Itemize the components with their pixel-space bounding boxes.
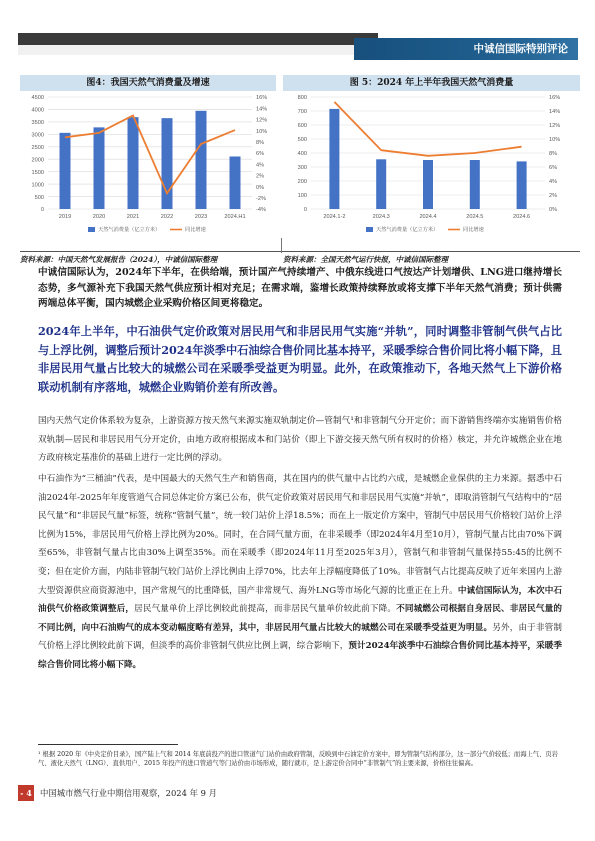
figure-left-title: 图4：我国天然气消费量及增速	[20, 75, 276, 91]
x-tick-label: 2023	[194, 214, 208, 220]
legend-swatch-bar	[366, 227, 373, 232]
figure-source-rule	[20, 251, 580, 252]
bar	[376, 159, 386, 209]
x-tick-label: 2019	[58, 214, 72, 220]
growth-line	[334, 102, 521, 156]
header-bar-shade	[18, 45, 354, 55]
figure-right	[283, 75, 580, 264]
bar	[517, 161, 527, 209]
y-right-tick-label: 2%	[256, 173, 265, 180]
footnote: ¹ 根据 2020 年《中央定价目录》，国产陆上气和 2014 年底前投产的进口管道气门站价由政府管制，反映到中石油定价方案中，即为管制气结构部分，这一部分气价较低；而海上气、页岩气、液化天然气（LNG）、直供用户、2015 年投产的进口管道气等门站价由市场形成，随行就市，是上游定价合同中“非管制气”的主要来源，价格往往偏高。	[38, 751, 558, 768]
paragraph-cnpc-policy	[38, 470, 562, 675]
report-series-title: 中诚信国际特别评论	[354, 38, 578, 60]
x-tick-label: 2021	[126, 214, 140, 220]
figure-right-title: 图 5：2024 年上半年我国天然气消费量	[283, 75, 580, 91]
y-left-tick-label: 3000	[31, 132, 44, 139]
y-right-tick-label: 4%	[256, 162, 265, 169]
cnpc-price-forecast: 预计2024年淡季中石油综合售价同比基本持平，采暖季综合售价同比将小幅下降。	[38, 641, 562, 670]
y-left-tick-label: 1500	[31, 169, 44, 176]
paragraph-pricing-system: 国内天然气定价体系较为复杂，上游资源方按天然气来源实施双轨制定价—管制气¹和非管制气分开定价；而下游销售终端亦实施销售价格双轨制—居民和非居民用气分开定价，由地方政府根据成本和门站价（即上下游交接天然气所有权时的价格）核定，并允许城燃企业在地方政府核定基准价的基础上进行一定比例的浮动。	[38, 416, 562, 464]
y-left-tick-label: 600	[297, 123, 307, 130]
header-bar	[18, 33, 378, 45]
cnpc-price-change: 居民气量单价上浮比例较此前提高，而非居民气量单价较此前下降。	[134, 604, 397, 615]
figure-divider	[281, 238, 282, 253]
chart-right	[283, 91, 580, 239]
paragraph-key-finding: 2024年上半年，中石油供气定价政策对居民用气和非居民用气实施“并轨”，同时调整非管制气供气占比与上浮比例，调整后预计2024年淡季中石油综合售价同比基本持平，采暖季综合售价同比将小幅下降，且非居民用气量占比较大的城燃公司在采暖季受益更为明显。此外，在政策推动下，各地天然气上下游价格联动机制有序落地，城燃企业购销价差有所改善。	[38, 324, 562, 394]
y-right-tick-label: 16%	[549, 95, 561, 102]
x-tick-label: 2024.5	[466, 214, 484, 220]
y-right-tick-label: 6%	[256, 151, 265, 158]
y-left-tick-label: 0	[40, 207, 44, 214]
y-right-tick-label: 12%	[549, 123, 561, 130]
y-left-tick-label: 500	[297, 137, 307, 144]
x-tick-label: 2024.H1	[224, 214, 246, 220]
y-left-tick-label: 500	[34, 194, 44, 201]
y-right-tick-label: 10%	[256, 128, 268, 135]
footer-title: 中国城市燃气行业中期信用观察，2024 年 9 月	[40, 788, 218, 798]
y-right-tick-label: -2%	[256, 196, 266, 202]
y-right-tick-label: 0%	[256, 184, 265, 191]
legend-label-line: 同比增速	[463, 227, 484, 233]
y-left-tick-label: 4500	[31, 95, 44, 102]
y-left-tick-label: 300	[297, 165, 307, 172]
y-right-tick-label: 0%	[549, 207, 558, 214]
y-right-tick-label: -4%	[256, 207, 266, 214]
y-right-tick-label: 16%	[256, 95, 268, 102]
y-right-tick-label: 14%	[256, 106, 268, 113]
y-right-tick-label: 14%	[549, 109, 561, 116]
bar	[329, 109, 339, 209]
figure-right-source: 资料来源：全国天然气运行快报，中诚信国际整理	[283, 255, 448, 264]
bar	[60, 133, 71, 209]
chart-left	[20, 91, 276, 239]
y-left-tick-label: 2000	[31, 157, 44, 164]
cnpc-policy-text: 中石油作为“三桶油”代表，是中国最大的天然气生产和销售商，其在国内的供气量中占比约六成，是城燃企业保供的主力来源。据悉中石油2024年-2025年年度管道气合同总体定价方案已公布，供气定价政策对居民用气和非居民用气实施“并轨”，即取消管制气气结构中的“居民气量”和“非居民气量”标签，统称“管制气量”，统一较门站价上浮18.5%；而在上一版定价方案中，管制气中居民用气价格较门站价上浮比例为15%，非居民用气价格上浮比例为20%。同时，在合同气量方面，在非采暖季（即2024年4月至10月），管制气量占比由70%下调至65%，非管制气量占比由30%上调至35%。而在采暖季（即2024年11月至2025年3月），管制气和非管制气量保持55:45的比例不变；但在定价方面，内陆非管制气较门站价上浮比例由上浮70%，比去年上浮幅度降低了10%。非管制气占比提高反映了近年来国内上游大型资源供应商资源池中，国产常规气的比重降低，国产非常规气、海外LNG等市场化气源的比重正在上升。	[38, 474, 562, 596]
bar	[470, 160, 480, 209]
y-left-tick-label: 4000	[31, 107, 44, 114]
legend-label-line: 同比增速	[185, 227, 206, 233]
x-tick-label: 2020	[92, 214, 106, 220]
x-tick-label: 2024.3	[372, 214, 390, 220]
legend-label-bar: 天然气消费量（亿立方米）	[98, 227, 161, 233]
figure-left	[20, 75, 276, 264]
legend-swatch-bar	[88, 227, 95, 232]
x-tick-label: 2024.6	[513, 214, 531, 220]
y-right-tick-label: 12%	[256, 117, 268, 124]
figures-row	[20, 75, 580, 264]
page-number: - 4 -	[18, 785, 34, 801]
y-left-tick-label: 200	[297, 179, 307, 186]
paragraph-outlook: 中诚信国际认为，2024年下半年，在供给端，预计国产气持续增产、中俄东线进口气按达产计划增供、LNG进口继持增长态势，多气源补充下我国天然气供应预计相对充足；在需求端，鉴增长政策持续释放或将支撑下半年天然气消费；预计供需两端总体平衡，国内城燃企业采购价格区间更将稳定。	[38, 267, 562, 309]
bar	[94, 127, 105, 209]
bar	[423, 160, 433, 209]
bar	[196, 111, 207, 209]
bar	[162, 118, 173, 209]
y-right-tick-label: 10%	[549, 137, 561, 144]
y-left-tick-label: 2500	[31, 144, 44, 151]
y-right-tick-label: 6%	[549, 165, 558, 172]
y-left-tick-label: 700	[297, 109, 307, 116]
x-tick-label: 2022	[160, 214, 174, 220]
y-left-tick-label: 800	[297, 95, 307, 102]
y-right-tick-label: 8%	[549, 151, 558, 158]
bar	[128, 117, 139, 209]
y-left-tick-label: 100	[297, 193, 307, 200]
figure-left-source: 资料来源：中国天然气发展报告（2024），中诚信国际整理	[20, 255, 218, 264]
cnpc-opinion-lead: 中诚信国际认为，本次中石油供气价格政策调整后，	[38, 585, 562, 615]
y-right-tick-label: 2%	[549, 193, 558, 200]
y-right-tick-label: 8%	[256, 140, 265, 146]
x-tick-label: 2024.4	[419, 214, 437, 220]
y-left-tick-label: 400	[297, 151, 307, 158]
y-left-tick-label: 1000	[31, 182, 44, 189]
growth-line	[65, 115, 235, 193]
bar	[230, 156, 241, 209]
y-left-tick-label: 0	[303, 207, 307, 214]
cnpc-cost-impact: 不同城燃公司根据自身居民、非居民气量的不同比例，向中石油购气的成本变动幅度略有差异，其中，非居民用气量占比较大的城燃公司在采暖季受益更为明显。	[38, 604, 562, 633]
y-right-tick-label: 4%	[549, 179, 558, 186]
cnpc-combined-effect: 另外，由于非管制气价格上浮比例较此前下调，但淡季的高价非管制气供应比例上调，综合影响下，	[38, 622, 562, 652]
y-left-tick-label: 3500	[31, 120, 44, 127]
x-tick-label: 2024.1-2	[323, 214, 346, 220]
page-footer	[18, 785, 578, 814]
footnote-rule	[38, 744, 178, 745]
legend-label-bar: 天然气消费量（亿立方米）	[376, 227, 439, 233]
